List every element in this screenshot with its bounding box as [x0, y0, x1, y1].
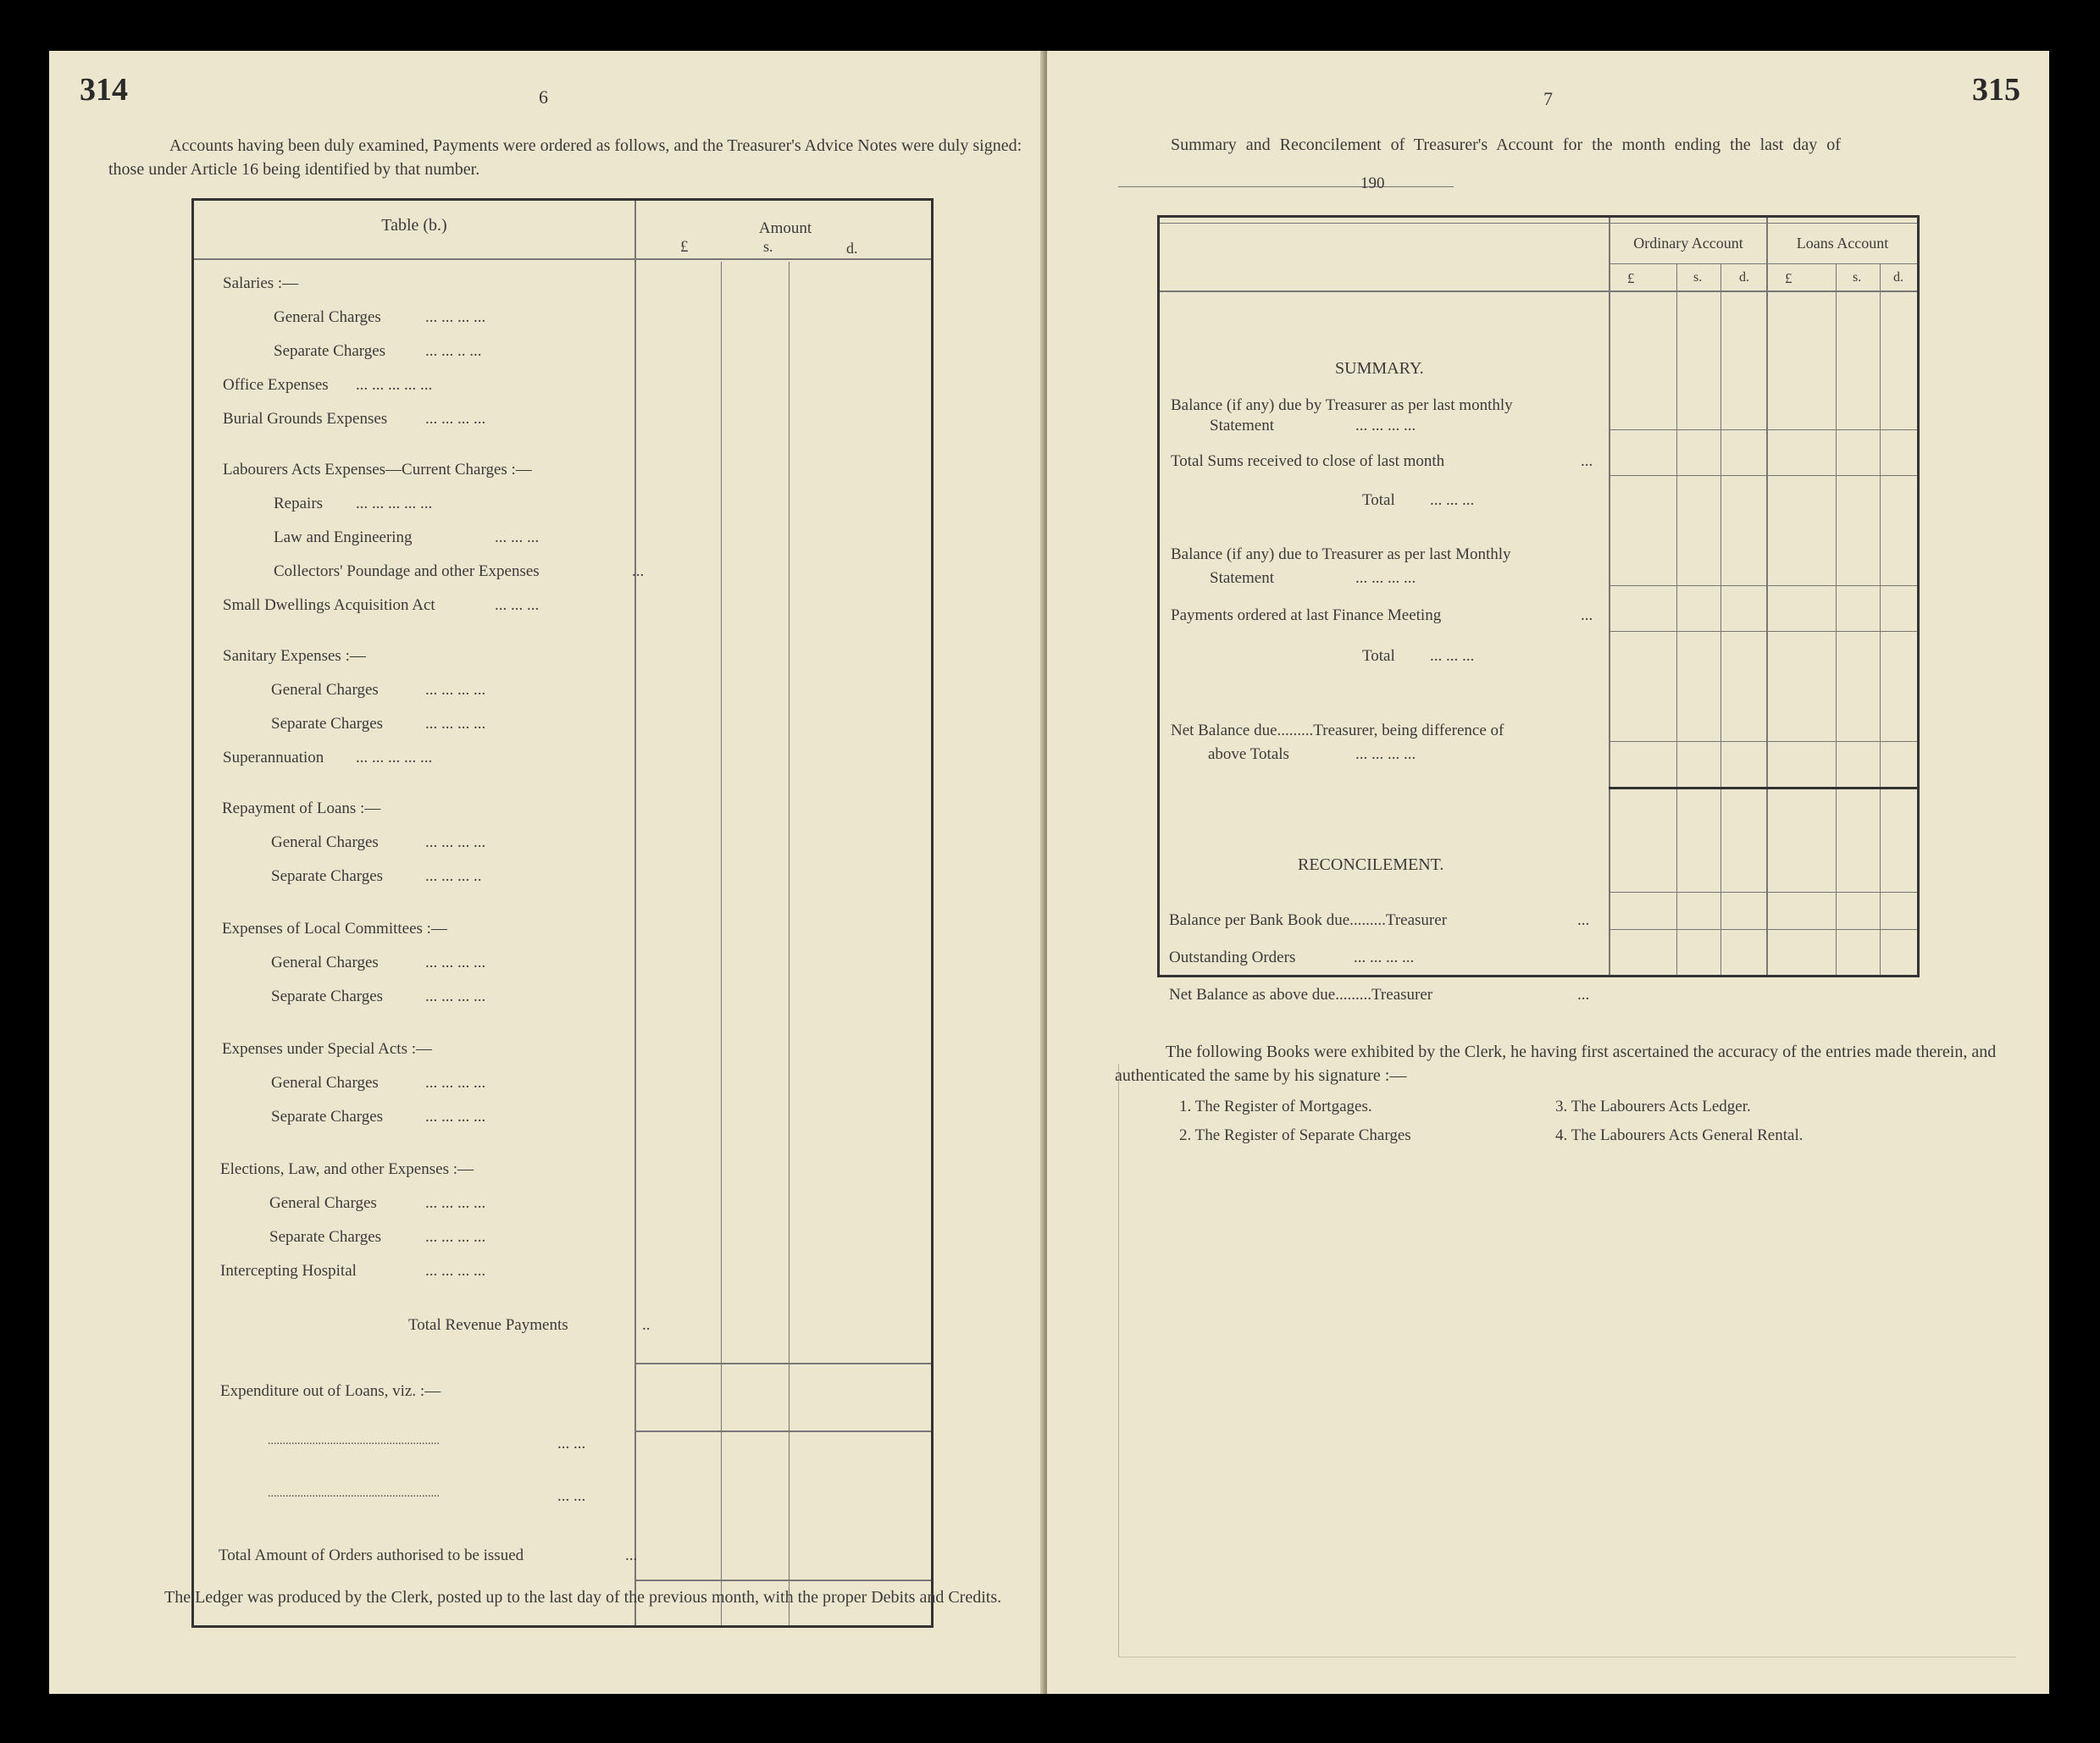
leader: ... ... ... ... — [1355, 569, 1416, 587]
ord-pounds: £ — [1627, 270, 1635, 286]
leader: ... ... — [557, 1487, 586, 1505]
summary-balance-to: Balance (if any) due to Treasurer as per last Monthly — [1171, 545, 1511, 563]
row-local-separate: Separate Charges — [271, 988, 384, 1005]
col-rule-1 — [634, 201, 636, 1625]
leader: ... ... — [557, 1435, 586, 1452]
row-salaries-general: General Charges — [274, 308, 381, 326]
right-page — [1047, 51, 2049, 1694]
total-rule — [1609, 585, 1917, 586]
total-rev-rule-top — [634, 1363, 931, 1364]
leader: ... ... ... ... — [1355, 745, 1416, 763]
recon-bank-book: Balance per Bank Book due.........Treasurer — [1169, 911, 1448, 929]
leader: ... ... ... — [1430, 647, 1475, 665]
row-repayment-general: General Charges — [271, 833, 379, 851]
row-total-revenue: Total Revenue Payments — [408, 1316, 568, 1334]
leader: ... ... ... ... — [1354, 949, 1415, 966]
total-rev-rule-bottom — [634, 1430, 931, 1432]
subheader-rule — [1610, 263, 1917, 264]
book-4: 4. The Labourers Acts General Rental. — [1555, 1126, 1804, 1144]
ordinary-account-header: Ordinary Account — [1633, 235, 1743, 252]
leader: .. — [642, 1316, 651, 1334]
leader: ... — [1581, 452, 1593, 470]
row-total-orders: Total Amount of Orders authorised to be issued — [219, 1547, 524, 1564]
left-page — [49, 51, 1045, 1694]
year-rule-right — [1386, 186, 1454, 187]
leader: ... ... ... ... — [425, 1194, 486, 1212]
row-sanitary-separate: Separate Charges — [271, 715, 384, 733]
row-office-expenses: Office Expenses — [223, 376, 329, 394]
leader: ... ... ... ... — [425, 410, 486, 428]
leader: ... ... ... — [1430, 491, 1475, 509]
summary-sums-received: Total Sums received to close of last month — [1171, 452, 1445, 470]
leader: ... — [625, 1547, 638, 1564]
summary-heading: SUMMARY. — [1335, 359, 1424, 378]
col-rule-3 — [789, 262, 790, 1625]
col-rule-2 — [721, 262, 722, 1625]
row-repairs: Repairs — [274, 495, 324, 512]
total-rule — [1609, 741, 1917, 742]
recon-rule — [1609, 892, 1917, 893]
summary-balance-by-2: Statement — [1210, 417, 1274, 434]
sub-col — [1720, 263, 1721, 975]
summary-total-2: Total — [1362, 647, 1395, 665]
leader: ... ... ... .. — [425, 867, 482, 885]
summary-balance-to-2: Statement — [1210, 569, 1274, 587]
right-heading: Summary and Reconcilement of Treasurer's Account for the month ending the last day of — [1171, 136, 1841, 154]
leader: ... ... ... ... — [425, 833, 486, 851]
amount-header: Amount — [758, 219, 812, 237]
left-page-number: 6 — [539, 86, 548, 108]
faint-frame-left — [1118, 1064, 1119, 1657]
leader: ... — [1577, 911, 1590, 929]
total-rule — [1609, 429, 1917, 430]
leader: ... — [1577, 986, 1590, 1004]
row-elections-law: Elections, Law, and other Expenses :— — [220, 1160, 474, 1178]
book-2: 2. The Register of Separate Charges — [1179, 1126, 1411, 1144]
leader: ... ... ... ... ... — [356, 749, 433, 766]
left-footer: The Ledger was produced by the Clerk, posted up to the last day of the previous month, with the proper Debits and Credits. — [164, 1588, 1002, 1607]
left-intro: Accounts having been duly examined, Payments were ordered as follows, and the Treasurer's Advice Notes were duly signed: those under Article 16 being identified by that number. — [108, 136, 1022, 179]
sub-col — [1880, 263, 1881, 975]
leader: ... ... ... ... — [425, 308, 486, 326]
row-sanitary: Sanitary Expenses :— — [223, 647, 366, 665]
row-law-engineering: Law and Engineering — [274, 528, 413, 546]
row-sanitary-general: General Charges — [271, 681, 379, 699]
reconcilement-heading: RECONCILEMENT. — [1298, 855, 1444, 874]
header-rule — [194, 258, 931, 260]
leader: ... ... ... ... — [425, 715, 486, 733]
leader: ... ... ... ... — [425, 1228, 486, 1246]
leader: ... ... ... — [495, 528, 540, 546]
col-divider-accounts — [1766, 218, 1768, 975]
row-elections-general: General Charges — [269, 1194, 377, 1212]
leader: ... ... ... ... ... — [356, 495, 433, 512]
summary-balance-by: Balance (if any) due by Treasurer as per last monthly — [1171, 396, 1513, 414]
leader: ... — [632, 562, 645, 580]
left-folio: 314 — [80, 72, 128, 108]
recon-net-balance: Net Balance as above due.........Treasurer — [1169, 986, 1433, 1004]
leader: ... ... ... ... — [425, 988, 486, 1005]
col-divider-main — [1609, 218, 1610, 975]
row-special-general: General Charges — [271, 1074, 379, 1092]
row-local-committees: Expenses of Local Committees :— — [222, 920, 447, 938]
row-special-acts: Expenses under Special Acts :— — [222, 1040, 433, 1058]
row-local-general: General Charges — [271, 954, 379, 971]
ord-pence: d. — [1739, 270, 1749, 285]
blank-line-1: .......................................................... — [268, 1435, 440, 1447]
header-bottom-rule — [1160, 290, 1917, 292]
col-pounds: £ — [680, 238, 689, 256]
leader: ... ... ... ... — [425, 1074, 486, 1092]
leader: ... ... ... ... ... — [356, 376, 433, 394]
leader: ... — [1581, 606, 1593, 624]
summary-net-balance-2: above Totals — [1208, 745, 1289, 763]
right-page-number: 7 — [1543, 88, 1553, 109]
recon-rule — [1609, 929, 1917, 930]
book-1: 1. The Register of Mortgages. — [1179, 1098, 1372, 1115]
row-loans-expenditure: Expenditure out of Loans, viz. :— — [220, 1382, 441, 1400]
row-salaries: Salaries :— — [223, 274, 299, 292]
summary-total-1: Total — [1362, 491, 1395, 509]
total-orders-rule — [634, 1580, 931, 1581]
summary-end-rule — [1609, 787, 1917, 789]
leader: ... ... ... ... — [1355, 417, 1416, 434]
year-label: 190 — [1360, 174, 1385, 192]
row-small-dwellings: Small Dwellings Acquisition Act — [223, 596, 435, 614]
blank-line-2: .......................................................... — [268, 1487, 440, 1500]
leader: ... ... ... ... — [425, 954, 486, 971]
ord-shillings: s. — [1693, 270, 1703, 285]
leader: ... ... ... — [495, 596, 540, 614]
row-repayment-loans: Repayment of Loans :— — [222, 800, 381, 817]
row-burial-grounds: Burial Grounds Expenses — [223, 410, 388, 428]
loans-pence: d. — [1893, 270, 1903, 285]
leader: ... ... ... ... — [425, 681, 486, 699]
row-salaries-separate: Separate Charges — [274, 342, 386, 360]
right-folio: 315 — [1972, 72, 2020, 108]
total-rule — [1609, 631, 1917, 632]
loans-pounds: £ — [1785, 270, 1792, 286]
col-shillings: s. — [763, 238, 773, 255]
row-collectors-poundage: Collectors' Poundage and other Expenses — [274, 562, 540, 580]
loans-account-header: Loans Account — [1796, 235, 1889, 252]
row-repayment-separate: Separate Charges — [271, 867, 384, 885]
sub-col — [1676, 263, 1677, 975]
book-3: 3. The Labourers Acts Ledger. — [1555, 1098, 1751, 1115]
table-b-title: Table (b.) — [381, 216, 447, 235]
leader: ... ... ... ... — [425, 1262, 486, 1280]
row-intercepting-hospital: Intercepting Hospital — [220, 1262, 357, 1280]
summary-payments-ordered: Payments ordered at last Finance Meeting — [1171, 606, 1442, 624]
leader: ... ... .. ... — [425, 342, 482, 360]
col-pence: d. — [846, 240, 858, 257]
row-special-separate: Separate Charges — [271, 1108, 384, 1126]
recon-outstanding-orders: Outstanding Orders — [1169, 949, 1296, 966]
loans-shillings: s. — [1853, 270, 1862, 285]
leader: ... ... ... ... — [425, 1108, 486, 1126]
books-intro: The following Books were exhibited by the Clerk, he having first ascertained the accuracy of the entries made therein, and authenticated the same by his signature :— — [1115, 1043, 1997, 1085]
total-rule — [1609, 475, 1917, 476]
summary-table — [1157, 215, 1920, 977]
row-labourers-acts: Labourers Acts Expenses—Current Charges :— — [223, 461, 532, 479]
inner-top-rule — [1160, 223, 1917, 224]
summary-net-balance: Net Balance due.........Treasurer, being difference of — [1171, 722, 1504, 739]
row-superannuation: Superannuation — [223, 749, 324, 766]
row-elections-separate: Separate Charges — [269, 1228, 382, 1246]
sub-col — [1836, 263, 1837, 975]
